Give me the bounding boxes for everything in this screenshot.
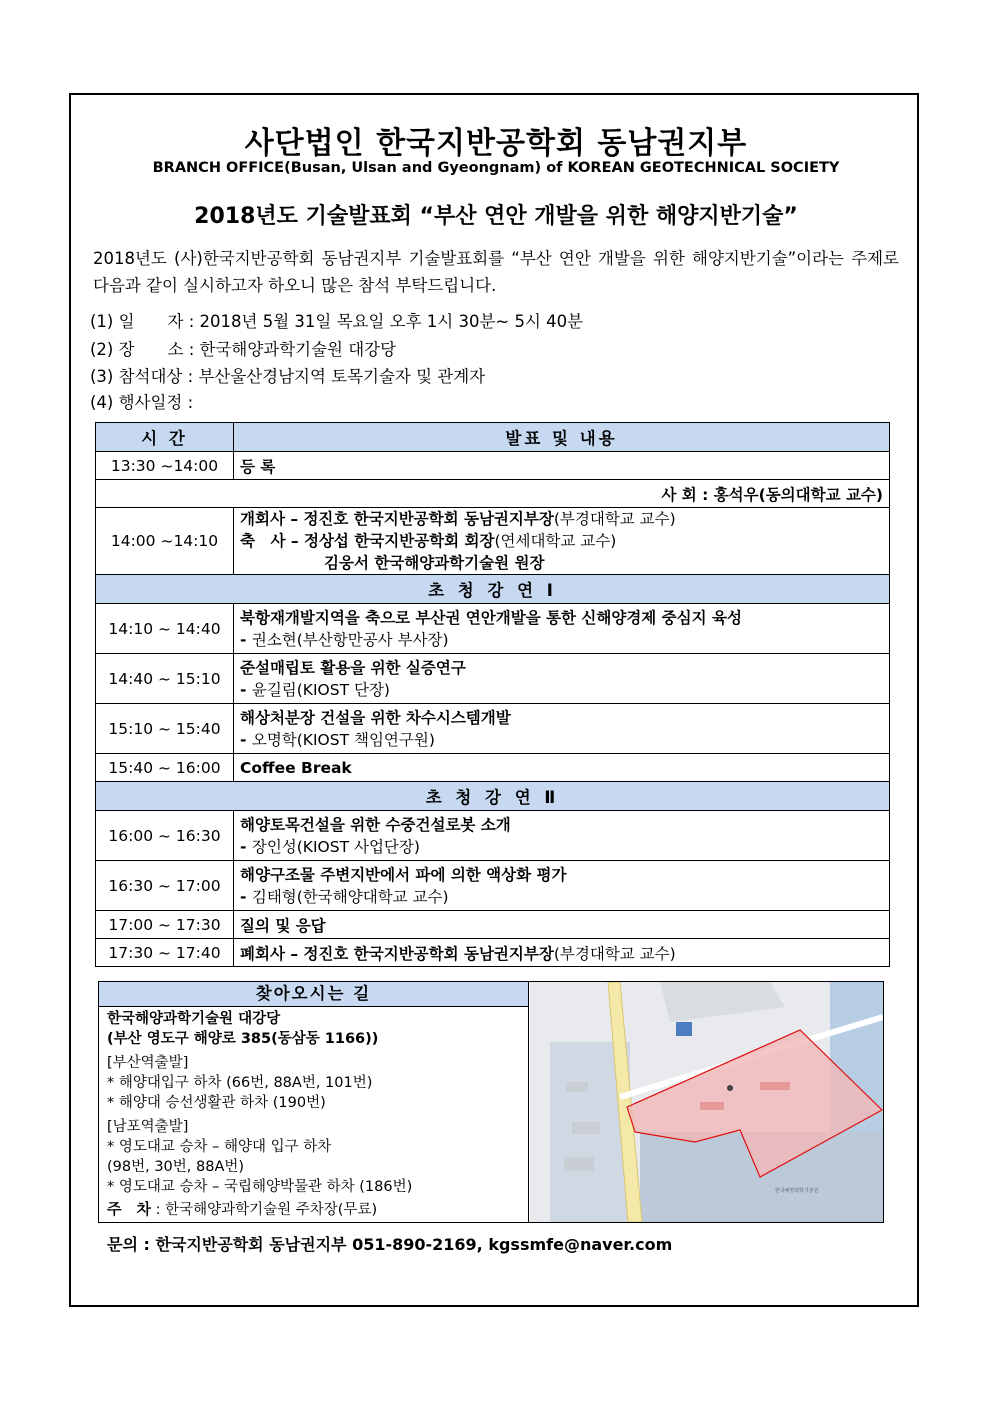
contact-info: 문의 : 한국지반공학회 동남권지부 051-890-2169, kgssmfe@naver.com — [107, 1235, 673, 1254]
col-content-header: 발표 및 내용 — [234, 423, 890, 452]
opening-affiliation: (부경대학교 교수) — [553, 510, 676, 528]
row-time: 15:40 ~ 16:00 — [96, 754, 234, 782]
talk-speaker: 오명학(KIOST 책임연구원) — [251, 730, 435, 749]
row-time: 17:30 ~ 17:40 — [96, 939, 234, 967]
congrats-affiliation: (연세대학교 교수) — [494, 532, 617, 550]
table-row — [96, 911, 890, 939]
directions-panel — [99, 982, 529, 1222]
org-subtitle: BRANCH OFFICE(Busan, Ulsan and Gyeongnam) of KOREAN GEOTECHNICAL SOCIETY — [152, 160, 840, 176]
closing-affiliation: (부경대학교 교수) — [553, 944, 676, 963]
row-time: 16:30 ~ 17:00 — [96, 861, 234, 911]
row-title: 등 록 — [234, 452, 890, 480]
table-row — [96, 452, 890, 480]
intro-paragraph: 2018년도 (사)한국지반공학회 동남권지부 기술발표회를 “부산 연안 개발을 위한 해양지반기술”이라는 주제로 다음과 같이 실시하고자 하오니 많은 참석 부탁드립니다. — [93, 249, 899, 295]
section-row — [96, 575, 890, 604]
section-title-1: 초 청 강 연 Ⅰ — [96, 575, 890, 604]
info-place: (2) 장 소 : 한국해양과학기술원 대강당 — [90, 340, 397, 359]
row-time: 13:30 ~14:00 — [96, 452, 234, 480]
talk-title: 해양구조물 주변지반에서 파에 의한 액상화 평가 — [240, 865, 567, 884]
table-row: 16:00 ~ 16:30 해양토목건설을 위한 수중건설로봇 소개 - 장인성(KIOST 사업단장) — [96, 811, 890, 861]
busan-route-1: * 해양대입구 하차 (66번, 88A번, 101번) — [107, 1075, 373, 1091]
nampo-route-1-buses: (98번, 30번, 88A번) — [107, 1159, 245, 1175]
info-schedule-label: (4) 행사일정 : — [90, 393, 194, 412]
talk-title: 해상처분장 건설을 위한 차수시스템개발 — [240, 708, 511, 727]
talk-speaker: 윤길림(KIOST 단장) — [251, 680, 390, 699]
opening-speaker: 개회사 – 정진호 한국지반공학회 동남권지부장 — [240, 510, 554, 528]
row-time: 14:40 ~ 15:10 — [96, 654, 234, 704]
parking-value: : 한국해양과학기술원 주차장(무료) — [155, 1202, 378, 1218]
schedule-table — [95, 422, 890, 967]
row-time: 17:00 ~ 17:30 — [96, 911, 234, 939]
talk-speaker: 김태형(한국해양대학교 교수) — [251, 887, 449, 906]
parking-label: 주 차 — [107, 1200, 151, 1218]
table-row — [96, 508, 890, 575]
table-row: 14:40 ~ 15:10 준설매립토 활용을 위한 실증연구 - 윤길림(KIOST 단장) — [96, 654, 890, 704]
nampo-route-2: * 영도대교 승차 – 국립해양박물관 하차 (186번) — [107, 1179, 413, 1195]
section-row — [96, 782, 890, 811]
congrats-speaker: 축 사 – 정상섭 한국지반공학회 회장 — [240, 532, 495, 550]
info-date: (1) 일 자 : 2018년 5월 31일 목요일 오후 1시 30분~ 5시 40분 — [90, 312, 584, 331]
directions-title: 찾아오시는 길 — [99, 982, 528, 1007]
row-time: 15:10 ~ 15:40 — [96, 704, 234, 754]
table-row: 15:10 ~ 15:40 해상처분장 건설을 위한 차수시스템개발 - 오명학(KIOST 책임연구원) — [96, 704, 890, 754]
venue-name: 한국해양과학기술원 대강당 — [107, 1011, 281, 1027]
moderator: 사 회 : 홍석우(동의대학교 교수) — [96, 480, 890, 508]
svg-text:한국해양과학기술원: 한국해양과학기술원 — [775, 1188, 819, 1194]
directions-box — [98, 981, 884, 1223]
row-title: 질의 및 응답 — [234, 911, 890, 939]
table-row: 14:10 ~ 14:40 북항재개발지역을 축으로 부산권 연안개발을 통한 신해양경제 중심지 육성 - 권소현(부산항만공사 부사장) — [96, 604, 890, 654]
section-title-2: 초 청 강 연 Ⅱ — [96, 782, 890, 811]
nampo-station-heading: [남포역출발] — [107, 1119, 189, 1135]
busan-route-2: * 해양대 승선생활관 하차 (190번) — [107, 1095, 326, 1111]
col-time-header: 시 간 — [96, 423, 234, 452]
closing-speaker: 폐회사 – 정진호 한국지반공학회 동남권지부장 — [240, 944, 554, 963]
row-title: Coffee Break — [234, 754, 890, 782]
row-time: 14:10 ~ 14:40 — [96, 604, 234, 654]
table-header-row — [96, 423, 890, 452]
moderator-row — [96, 480, 890, 508]
location-map[interactable] — [530, 982, 883, 1222]
table-row — [96, 754, 890, 782]
talk-title: 해양토목건설을 위한 수중건설로봇 소개 — [240, 815, 511, 834]
busan-station-heading: [부산역출발] — [107, 1055, 189, 1071]
nampo-route-1: * 영도대교 승차 – 해양대 입구 하차 — [107, 1139, 332, 1155]
row-time: 16:00 ~ 16:30 — [96, 811, 234, 861]
talk-speaker: 장인성(KIOST 사업단장) — [251, 837, 420, 856]
table-row — [96, 939, 890, 967]
event-title: 2018년도 기술발표회 “부산 연안 개발을 위한 해양지반기술” — [194, 204, 798, 229]
opening-remarks — [234, 508, 890, 575]
talk-title: 북항재개발지역을 축으로 부산권 연안개발을 통한 신해양경제 중심지 육성 — [240, 608, 742, 627]
org-title: 사단법인 한국지반공학회 동남권지부 — [244, 126, 748, 161]
congrats-speaker-2: 김웅서 한국해양과학기술원 원장 — [324, 554, 545, 572]
row-time: 14:00 ~14:10 — [96, 508, 234, 575]
table-row: 16:30 ~ 17:00 해양구조물 주변지반에서 파에 의한 액상화 평가 - 김태형(한국해양대학교 교수) — [96, 861, 890, 911]
talk-speaker: 권소현(부산항만공사 부사장) — [251, 630, 449, 649]
info-audience: (3) 참석대상 : 부산울산경남지역 토목기술자 및 관계자 — [90, 367, 486, 386]
venue-address: (부산 영도구 해양로 385(동삼동 1166)) — [107, 1031, 379, 1047]
talk-title: 준설매립토 활용을 위한 실증연구 — [240, 658, 466, 677]
